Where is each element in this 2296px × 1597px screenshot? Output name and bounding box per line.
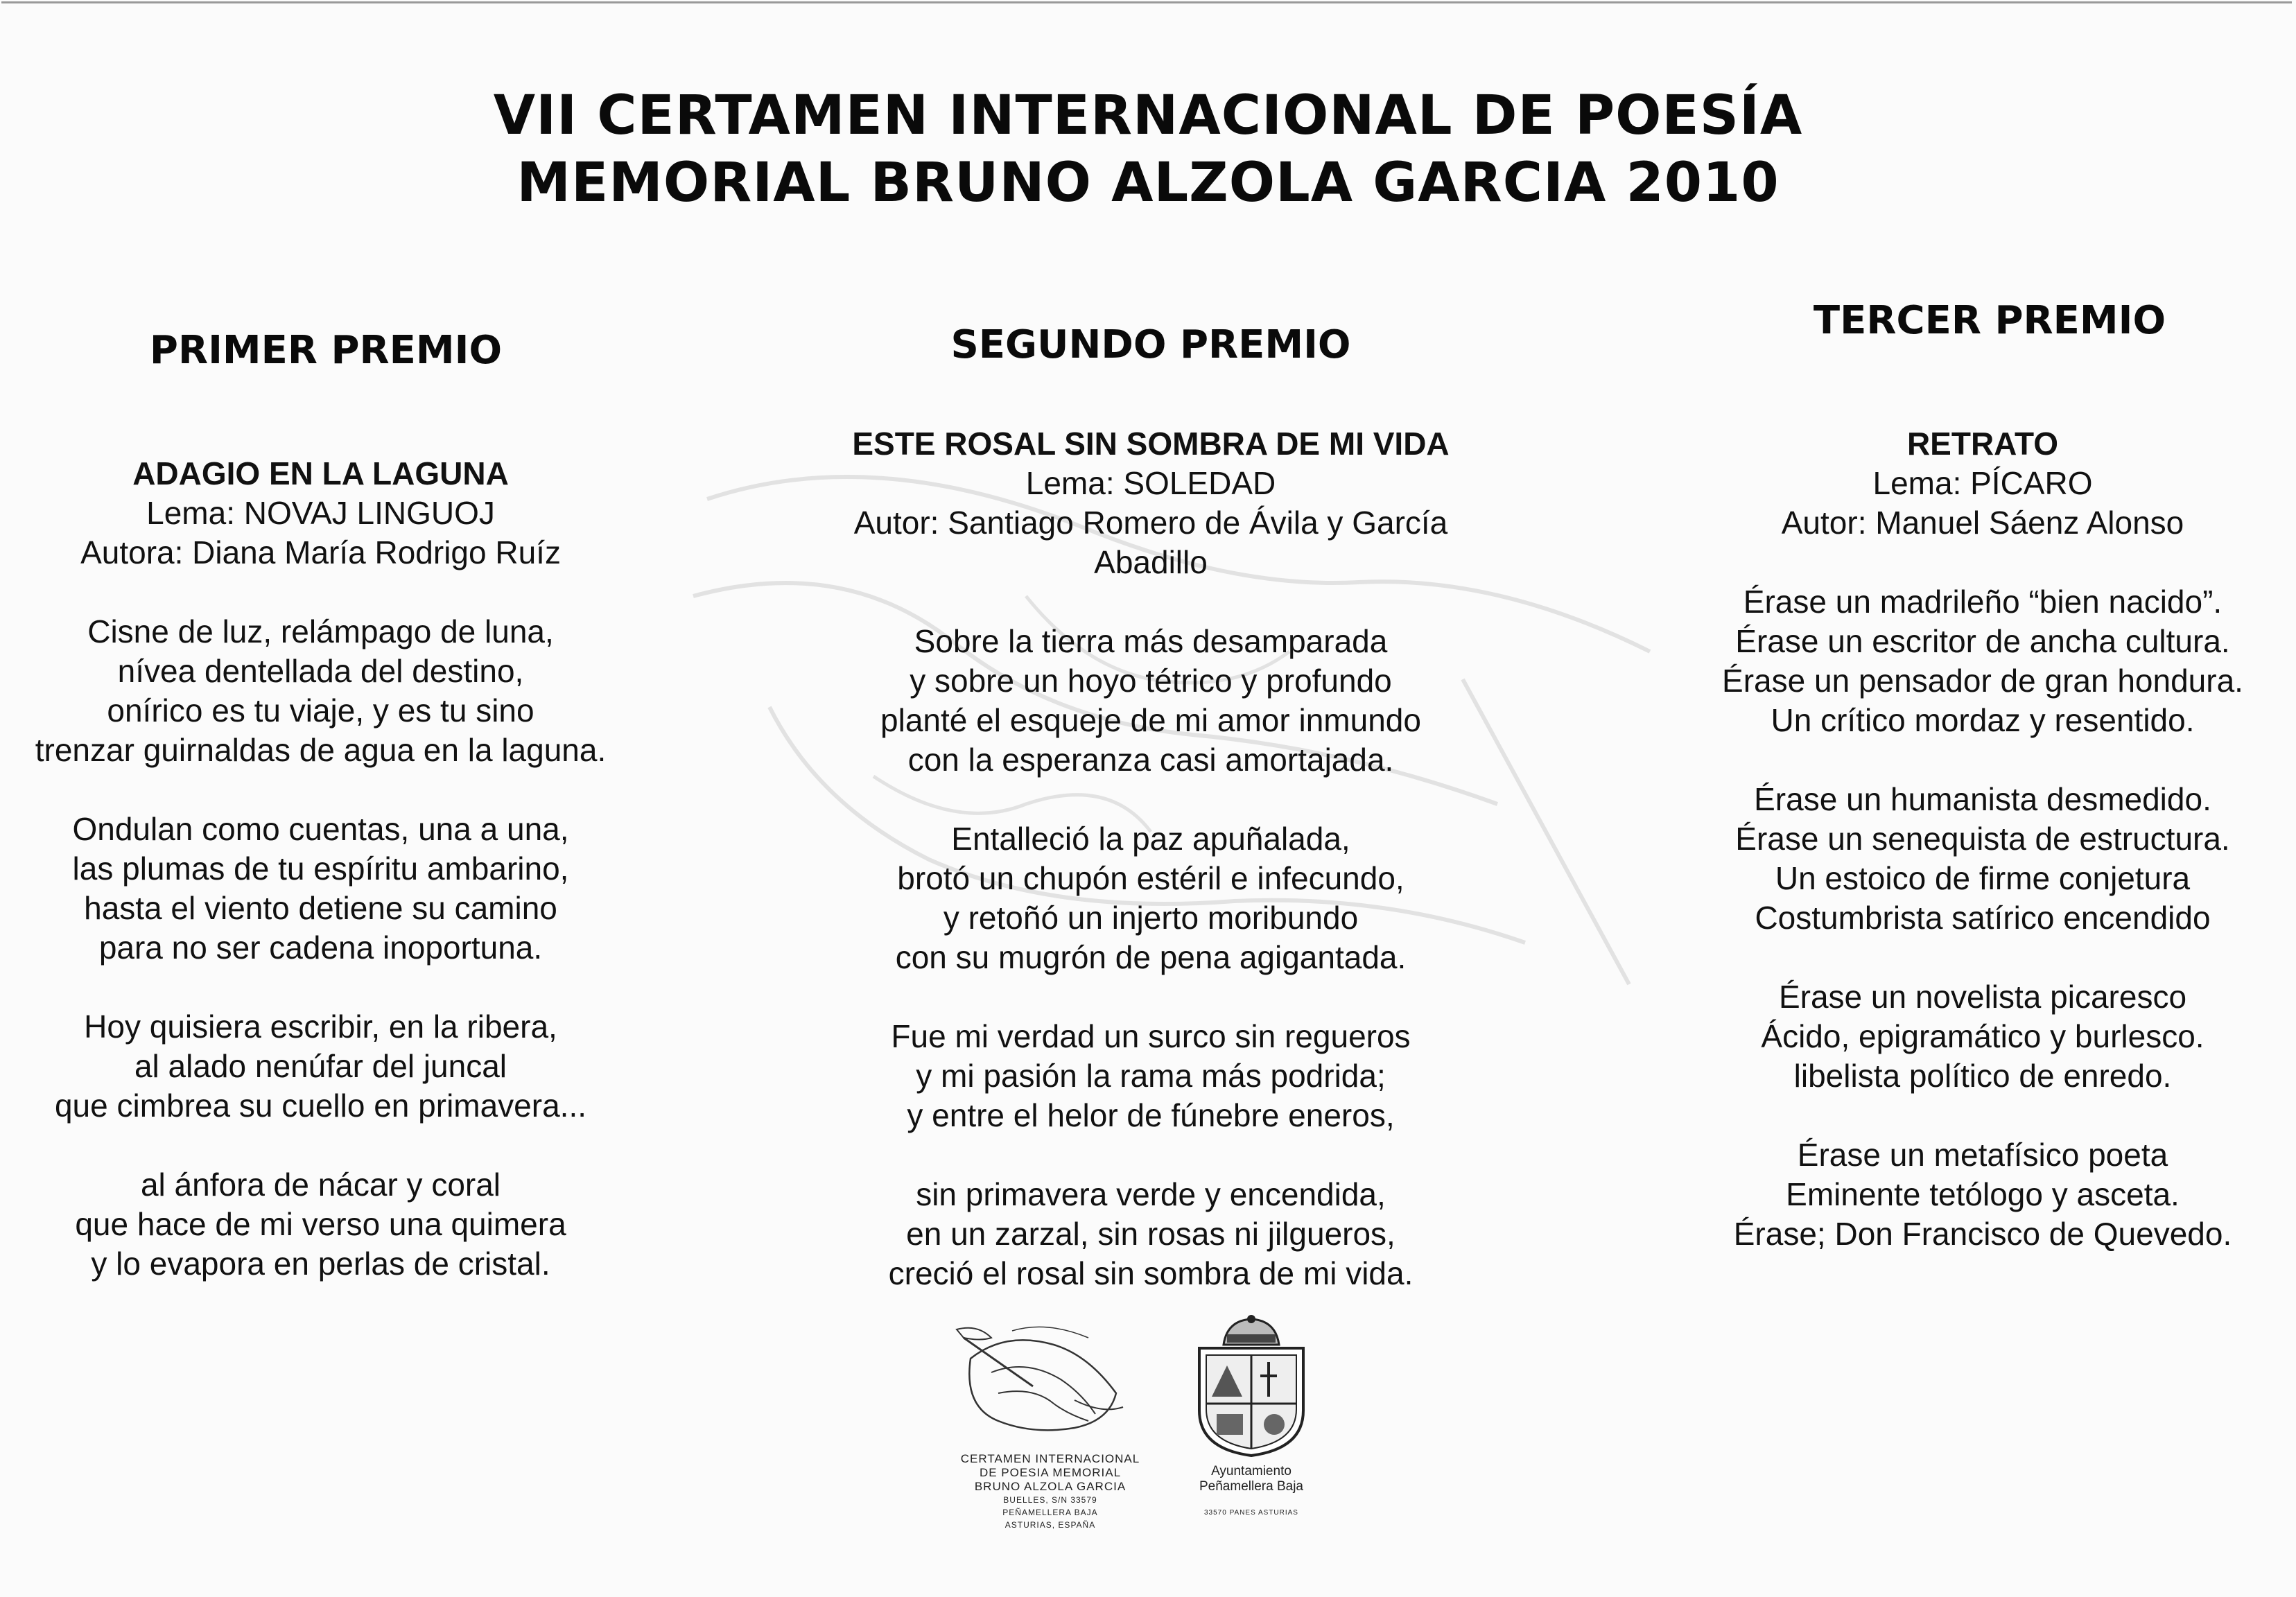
page-title-line1: VII CERTAMEN INTERNACIONAL DE POESÍA	[493, 85, 1803, 147]
verse: Ondulan como cuentas, una a una,	[72, 811, 569, 847]
first-prize-heading: PRIMER PREMIO	[149, 328, 503, 373]
third-prize-poem	[1685, 424, 2281, 1254]
verse: las plumas de tu espíritu ambarino,	[72, 850, 569, 887]
logo-address: 33570 PANES ASTURIAS	[1204, 1509, 1298, 1517]
verse: sin primavera verde y encendida,	[916, 1176, 1386, 1212]
stanza	[7, 612, 634, 770]
verse: que hace de mi verso una quimera	[75, 1206, 566, 1242]
stanza	[804, 622, 1497, 780]
verse: Ácido, epigramático y burlesco.	[1761, 1018, 2204, 1054]
poem-author-cont: Abadillo	[1094, 544, 1208, 580]
logo-line: BRUNO ALZOLA GARCIA	[974, 1480, 1127, 1493]
verse: y entre el helor de fúnebre eneros,	[907, 1097, 1395, 1133]
verse: nívea dentellada del destino,	[117, 653, 524, 689]
coat-of-arms-icon	[1185, 1314, 1317, 1459]
verse: y sobre un hoyo tétrico y profundo	[910, 663, 1392, 699]
verse: con su mugrón de pena agigantada.	[895, 939, 1407, 975]
logo-address: ASTURIAS, ESPAÑA	[1004, 1520, 1096, 1530]
logo-line: Peñamellera Baja	[1199, 1479, 1303, 1494]
poem-author: Autora: Diana María Rodrigo Ruíz	[80, 534, 561, 570]
verse: Eminente tetólogo y asceta.	[1786, 1176, 2180, 1212]
verse: hasta el viento detiene su camino	[84, 890, 557, 926]
verse: Érase un madrileño “bien nacido”.	[1743, 584, 2223, 620]
verse: Hoy quisiera escribir, en la ribera,	[84, 1009, 557, 1045]
verse: al alado nenúfar del juncal	[134, 1048, 507, 1084]
stanza	[1685, 582, 2281, 740]
poem-lema: Lema: SOLEDAD	[1025, 465, 1276, 501]
logo-line: Ayuntamiento	[1211, 1464, 1292, 1478]
stanza	[804, 1017, 1497, 1135]
verse: Érase un pensador de gran hondura.	[1722, 663, 2243, 699]
verse: Érase; Don Francisco de Quevedo.	[1733, 1216, 2232, 1252]
poem-lema: Lema: NOVAJ LINGUOJ	[146, 495, 495, 531]
verse: libelista político de enredo.	[1793, 1058, 2172, 1094]
stanza	[7, 810, 634, 968]
verse: en un zarzal, sin rosas ni jilgueros,	[906, 1216, 1395, 1252]
verse: al ánfora de nácar y coral	[140, 1167, 501, 1203]
verse: y mi pasión la rama más podrida;	[916, 1058, 1386, 1094]
stanza	[1685, 977, 2281, 1096]
verse: y lo evapora en perlas de cristal.	[91, 1246, 550, 1282]
logo-line: CERTAMEN INTERNACIONAL	[960, 1452, 1140, 1465]
ayuntamiento-logo-caption	[1165, 1464, 1338, 1521]
page-title-line2: MEMORIAL BRUNO ALZOLA GARCIA 2010	[516, 152, 1780, 214]
logo-line: DE POESIA MEMORIAL	[979, 1466, 1122, 1479]
logo-address: BUELLES, S/N 33579	[1003, 1495, 1097, 1505]
third-prize-heading: TERCER PREMIO	[1813, 298, 2166, 343]
verse: Érase un humanista desmedido.	[1754, 781, 2211, 817]
second-prize-heading: SEGUNDO PREMIO	[950, 322, 1351, 367]
verse: Un crítico mordaz y resentido.	[1771, 702, 2195, 738]
verse: trenzar guirnaldas de agua en la laguna.	[35, 732, 607, 768]
stanza	[804, 819, 1497, 977]
logo-address: PEÑAMELLERA BAJA	[1002, 1508, 1098, 1517]
second-prize-poem	[804, 424, 1497, 1293]
poem-author: Autor: Santiago Romero de Ávila y García	[853, 505, 1448, 541]
stanza	[1685, 1135, 2281, 1254]
poem-title: RETRATO	[1906, 426, 2059, 462]
stanza	[7, 1007, 634, 1126]
verse: Costumbrista satírico encendido	[1755, 900, 2211, 936]
verse: brotó un chupón estéril e infecundo,	[897, 860, 1404, 896]
verse: para no ser cadena inoportuna.	[98, 930, 543, 966]
certamen-logo-caption	[901, 1452, 1199, 1531]
verse: Érase un novelista picaresco	[1778, 979, 2187, 1015]
poem-lema: Lema: PÍCARO	[1872, 465, 2093, 501]
stanza	[804, 1175, 1497, 1293]
poem-title: ADAGIO EN LA LAGUNA	[132, 455, 509, 491]
verse: Cisne de luz, relámpago de luna,	[87, 613, 554, 649]
poem-author: Autor: Manuel Sáenz Alonso	[1781, 505, 2184, 541]
verse: Entalleció la paz apuñalada,	[951, 821, 1350, 857]
verse: y retoñó un injerto moribundo	[943, 900, 1359, 936]
poem-title: ESTE ROSAL SIN SOMBRA DE MI VIDA	[852, 426, 1450, 462]
verse: creció el rosal sin sombra de mi vida.	[888, 1255, 1414, 1291]
verse: Érase un escritor de ancha cultura.	[1735, 623, 2230, 659]
verse: Érase un metafísico poeta	[1797, 1137, 2168, 1173]
verse: planté el esqueje de mi amor inmundo	[880, 702, 1421, 738]
certamen-logo-icon	[950, 1317, 1137, 1449]
stanza	[7, 1165, 634, 1284]
verse: con la esperanza casi amortajada.	[907, 742, 1394, 778]
first-prize-poem	[7, 454, 634, 1284]
verse: onírico es tu viaje, y es tu sino	[107, 692, 534, 728]
verse: Un estoico de firme conjetura	[1775, 860, 2191, 896]
verse: Érase un senequista de estructura.	[1735, 821, 2230, 857]
verse: Sobre la tierra más desamparada	[914, 623, 1388, 659]
verse: que cimbrea su cuello en primavera...	[54, 1088, 587, 1124]
stanza	[1685, 780, 2281, 938]
verse: Fue mi verdad un surco sin regueros	[891, 1018, 1411, 1054]
